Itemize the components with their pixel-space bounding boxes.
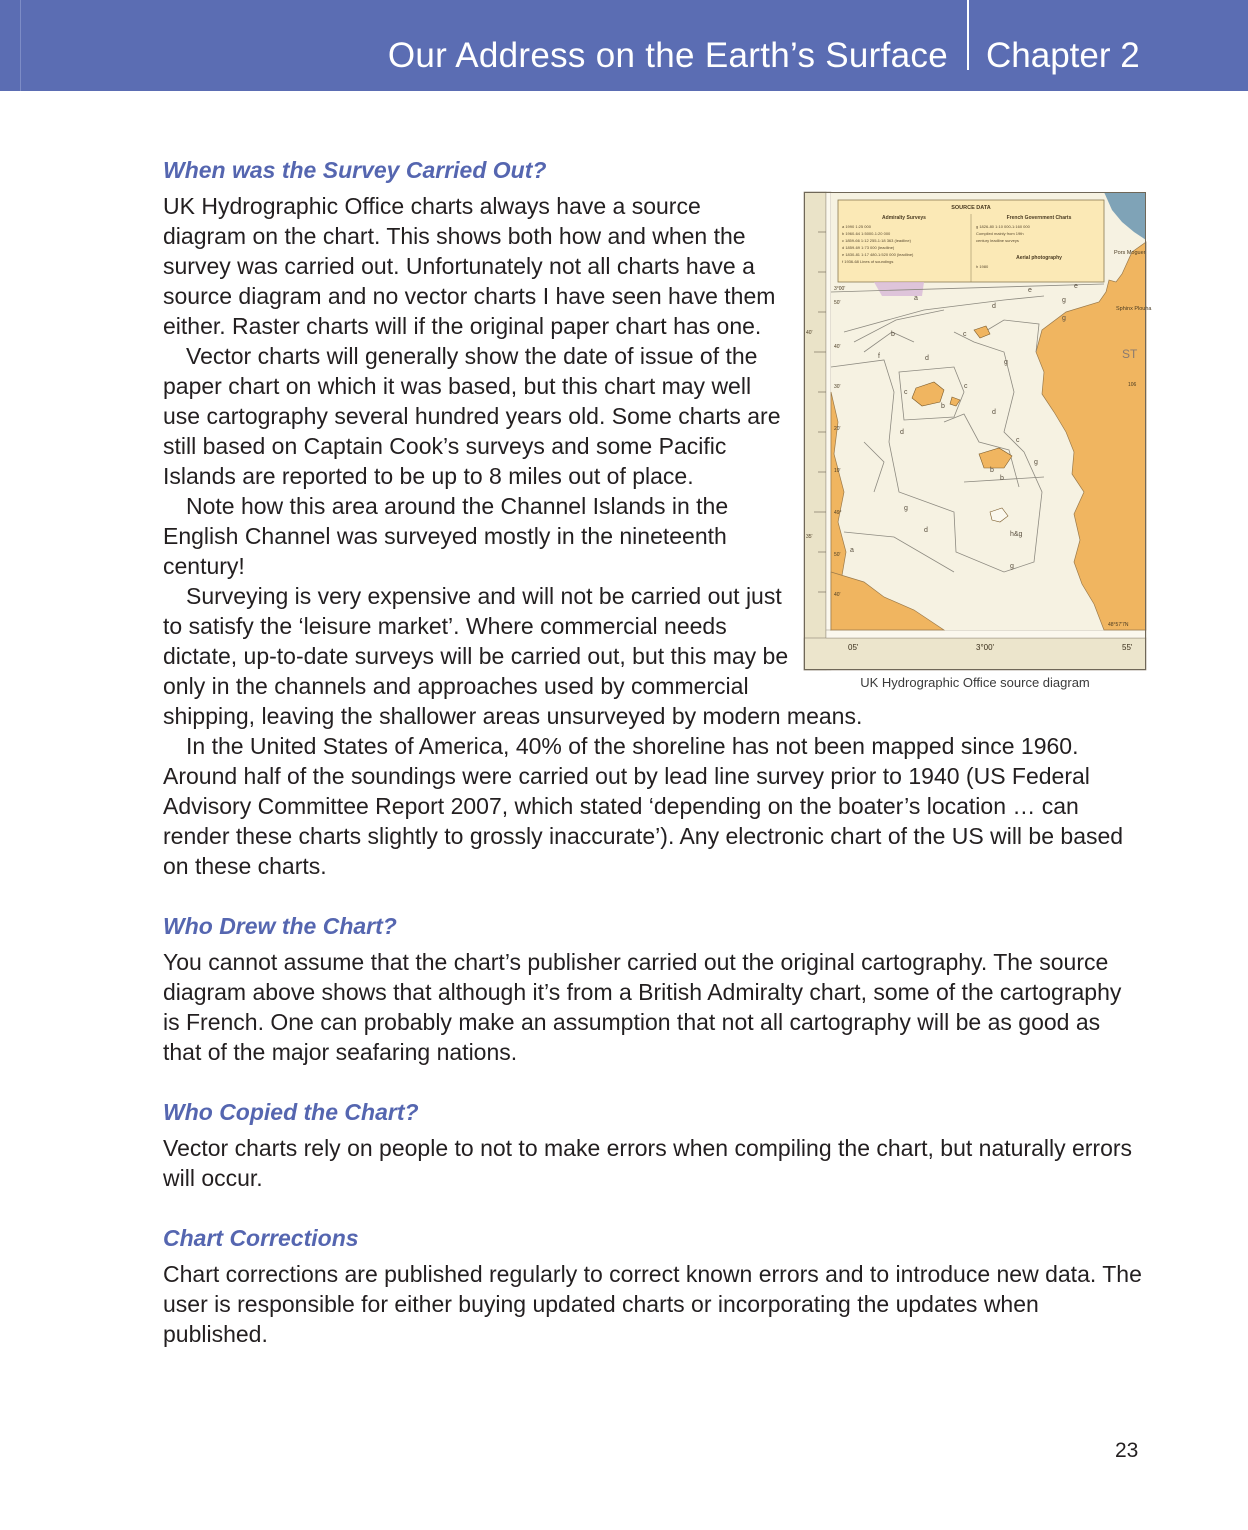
paragraph: Note how this area around the Channel Islands in the English Channel was surveyed mostly in the nineteenth century! xyxy=(163,493,729,579)
aerial-row: h 1980 xyxy=(976,264,989,269)
region-letter: g xyxy=(1034,459,1038,466)
lat-label: 40' xyxy=(834,592,841,598)
paragraph: You cannot assume that the chart’s publisher carried out the original cartography. The source diagram above shows that although it’s from a British Admiralty chart, some of the cartography is French. One can probably make an assumption that not all cartography will be as good as that of the major seafaring nations. xyxy=(163,949,1122,1065)
source-diagram-map xyxy=(804,192,1152,670)
lon-label: 55' xyxy=(1122,643,1133,652)
region-letter: g xyxy=(1004,359,1008,366)
heading-who-copied: Who Copied the Chart? xyxy=(163,1099,419,1125)
region-letter: a xyxy=(914,295,918,302)
paragraph: Surveying is very expensive and will not be carried out just to satisfy the ‘leisure market’. Where commercial needs dictate, up-to-date surveys will be carried out, but this may be only in the channels and approaches used by commercial shipping, leaving the shallower areas unsurveyed by modern means. xyxy=(163,583,863,729)
admiralty-row: d 1859-69 1:73 000 (leadline) xyxy=(842,245,895,250)
region-letter: c xyxy=(964,383,968,390)
chapter-label: Chapter 2 xyxy=(986,36,1140,75)
lon-label: 3°00' xyxy=(976,643,995,652)
region-letter: g xyxy=(1062,297,1066,304)
lat-label: 20' xyxy=(834,426,841,432)
lat-label: 50' xyxy=(834,300,841,306)
place-label: Pors Moguer xyxy=(1114,250,1146,256)
source-data-title: SOURCE DATA xyxy=(951,205,991,211)
right-label: 48°57'7N xyxy=(1108,622,1129,628)
region-letter: c xyxy=(1016,437,1020,444)
region-letter: g xyxy=(904,505,908,512)
region-letter: g xyxy=(1062,315,1066,322)
right-label: 106 xyxy=(1128,382,1137,388)
region-letter: d xyxy=(924,527,928,534)
page-number: 23 xyxy=(1115,1439,1139,1462)
heading-who-drew: Who Drew the Chart? xyxy=(163,913,397,939)
admiralty-row: a 1990 1:25 000 xyxy=(842,224,871,229)
figure-caption: UK Hydrographic Office source diagram xyxy=(860,675,1090,690)
admiralty-row: f 1936-68 Lines of soundings xyxy=(842,259,894,264)
lat-label: 30' xyxy=(834,384,841,390)
header-separator xyxy=(967,0,969,70)
region-letter: e xyxy=(1028,287,1032,294)
lon-label: 05' xyxy=(848,643,859,652)
region-letter: f xyxy=(878,353,880,360)
heading-chart-corrections: Chart Corrections xyxy=(163,1225,359,1251)
lat-label: 50' xyxy=(834,552,841,558)
place-label: ST xyxy=(1122,347,1138,361)
french-title: French Government Charts xyxy=(1006,215,1072,221)
region-letter: d xyxy=(992,409,996,416)
paragraph: UK Hydrographic Office charts always have a source diagram on the chart. This shows both how and when the survey was carried out. Unfortunately not all charts have a source diagram and no vector charts I have seen have them either. Raster charts will if the original paper chart has one. xyxy=(163,193,776,339)
admiralty-row: b 1960-64 1:5000-1:20 000 xyxy=(842,231,891,236)
region-letter: d xyxy=(900,429,904,436)
region-letter: e xyxy=(1074,283,1078,290)
lat-label: 40' xyxy=(806,330,813,336)
region-letter: a xyxy=(850,547,854,554)
paragraph: Chart corrections are published regularly to correct known errors and to introduce new data. The user is responsible for either buying updated charts or incorporating the updates when published. xyxy=(163,1261,1142,1347)
region-letter: d xyxy=(992,303,996,310)
header-edge-line xyxy=(20,0,21,91)
place-label: Sphinx Plouha xyxy=(1116,306,1152,312)
admiralty-row: e 1830-81 1:17 480-1:520 000 (leadline) xyxy=(842,252,914,257)
french-row: century leadline surveys xyxy=(976,238,1019,243)
lat-label: 35' xyxy=(806,534,813,540)
region-letter: b xyxy=(941,403,945,410)
region-letter: d xyxy=(925,355,929,362)
region-letter: c xyxy=(963,331,967,338)
region-letter: b xyxy=(1000,475,1004,482)
region-letter: c xyxy=(904,389,908,396)
region-letter: h&g xyxy=(1010,531,1023,538)
admiralty-row: c 1859-66 1:12 255-1:18 363 (leadline) xyxy=(842,238,911,243)
french-row: Compiled mainly from 19th xyxy=(976,231,1024,236)
region-letter: g xyxy=(1010,563,1014,570)
french-row: g 1826-80 1:10 000-1:160 000 xyxy=(976,224,1030,229)
paragraph: Vector charts rely on people to not to make errors when compiling the chart, but naturally errors will occur. xyxy=(163,1135,1133,1191)
region-letter: b xyxy=(891,331,895,338)
heading-survey: When was the Survey Carried Out? xyxy=(163,157,547,183)
page-content xyxy=(163,155,1152,1349)
running-title: Our Address on the Earth’s Surface xyxy=(387,36,948,75)
paragraph: In the United States of America, 40% of the shoreline has not been mapped since 1960. Around half of the soundings were carried out by lead line survey prior to 1940 (US Federal Advisory Committee Report 2007, which stated ‘depending on the boater’s location … can render these charts slightly to grossly inaccurate’). Any electronic chart of the US will be based on these charts. xyxy=(163,733,1124,879)
chapter-header-band xyxy=(0,0,1248,91)
lat-label: 10' xyxy=(834,468,841,474)
paragraph: Vector charts will generally show the date of issue of the paper chart on which it was based, but this chart may well use cartography several hundred years old. Some charts are still based on Captain Cook’s surveys and some Pacific Islands are reported to be up to 8 miles out of place. xyxy=(163,343,781,489)
lat-label: 49° xyxy=(834,510,842,516)
admiralty-title: Admiralty Surveys xyxy=(882,215,926,221)
lat-label: 40' xyxy=(834,344,841,350)
region-letter: b xyxy=(990,467,994,474)
aerial-title: Aerial photography xyxy=(1016,255,1062,261)
lat-label: 3°00' xyxy=(834,286,846,292)
source-diagram-figure xyxy=(804,192,1152,691)
